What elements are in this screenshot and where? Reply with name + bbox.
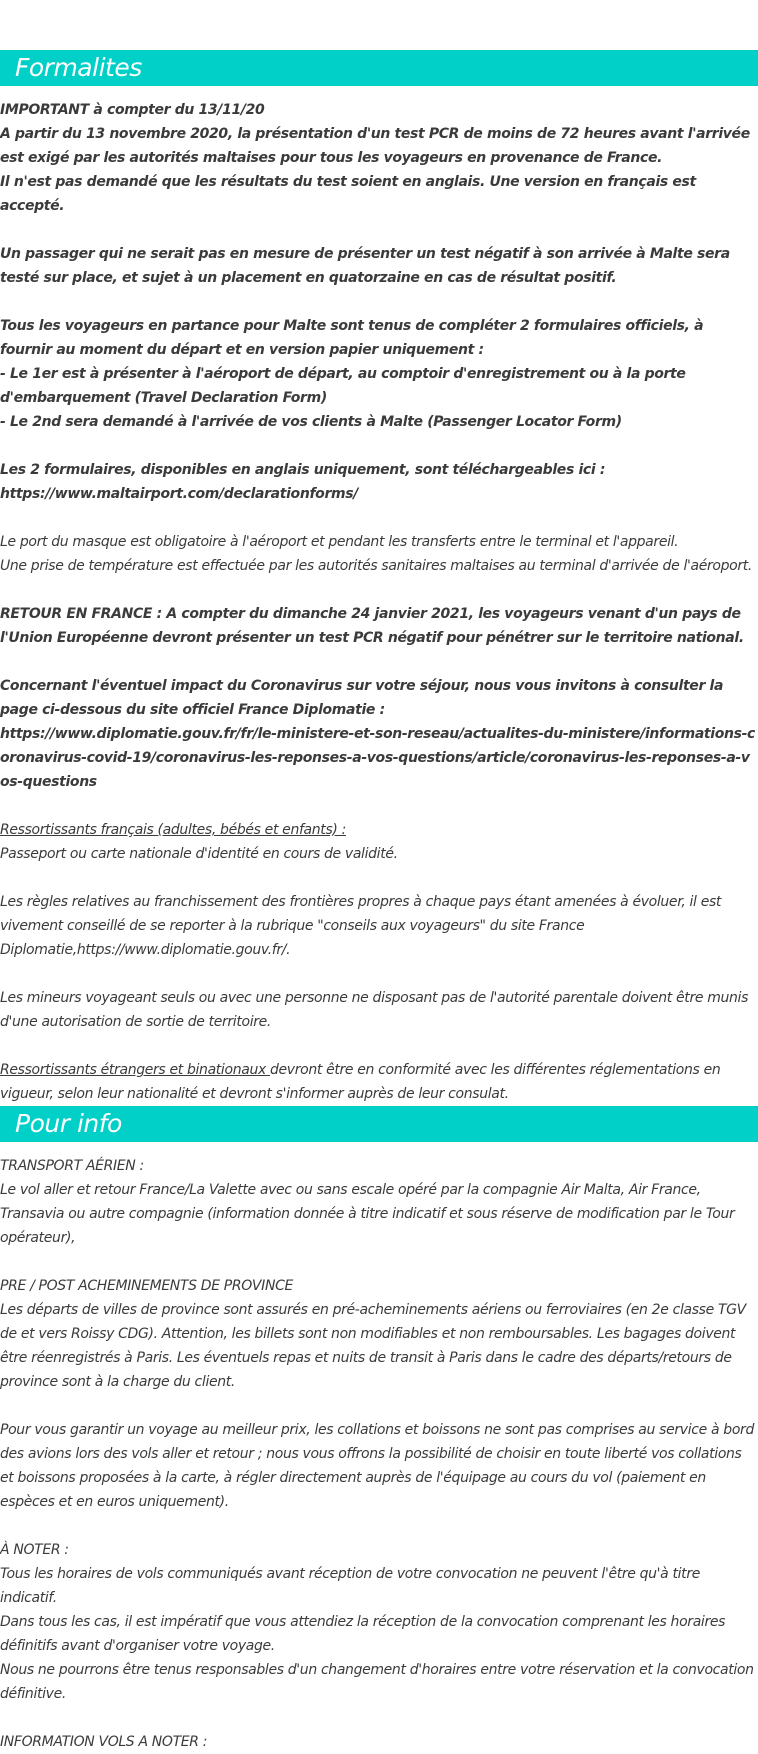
- section-header-pour-info: [0, 1106, 758, 1142]
- pour-info-body: [0, 1154, 758, 1754]
- mask-paragraph: Le port du masque est obligatoire à l'aéroport et pendant les transferts entre le terminal et l'appareil.: [0, 534, 679, 550]
- province-heading: PRE / POST ACHEMINEMENTS DE PROVINCE: [0, 1278, 293, 1294]
- negative-test-paragraph: Un passager qui ne serait pas en mesure de présenter un test négatif à son arrivée à Malte sera testé sur place, et sujet à un placement en quatorzaine en cas de résultat positif.: [0, 246, 730, 286]
- coronavirus-paragraph: Concernant l'éventuel impact du Coronavirus sur votre séjour, nous vous invitons à consulter la page ci-dessous du site officiel France Diplomatie :: [0, 678, 724, 718]
- noter-line-3: Nous ne pourrons être tenus responsables d'un changement d'horaires entre votre réservation et la convocation définitive.: [0, 1662, 754, 1702]
- download-paragraph: Les 2 formulaires, disponibles en anglais uniquement, sont téléchargeables ici :: [0, 462, 606, 478]
- form1-item: - Le 1er est à présenter à l'aéroport de départ, au comptoir d'enregistrement ou à la porte d'embarquement (Travel Declaration Form): [0, 366, 686, 406]
- foreign-nationals-text: devront être en conformité avec les différentes réglementations en vigueur, selon leur nationalité et devront s'informer auprès de leur consulat.: [0, 1062, 721, 1102]
- noter-line-2: Dans tous les cas, il est impératif que vous attendiez la réception de la convocation comprenant les horaires définitifs avant d'organiser votre voyage.: [0, 1614, 726, 1654]
- formalites-title: Formalites: [15, 53, 142, 82]
- pcr-paragraph: A partir du 13 novembre 2020, la présentation d'un test PCR de moins de 72 heures avant l'arrivée est exigé par les autorités maltaises pour tous les voyageurs en provenance de France.: [0, 126, 750, 166]
- temperature-paragraph: Une prise de température est effectuée par les autorités sanitaires maltaises au terminal d'arrivée de l'aéroport.: [0, 558, 752, 574]
- section-header-formalites: [0, 50, 758, 86]
- french-nationals-label: Ressortissants français (adultes, bébés et enfants) :: [0, 822, 346, 838]
- price-paragraph: Pour vous garantir un voyage au meilleur prix, les collations et boissons ne sont pas comprises au service à bord des avions lors des vols aller et retour ; nous vous offrons la possibilité de choisir en toute liberté vos collations et boissons proposées à la carte, à régler directement auprès de l'équipage au cours du vol (paiement en espèces et en euros uniquement).: [0, 1422, 754, 1510]
- foreign-nationals-paragraph: [0, 1058, 758, 1106]
- retour-paragraph: RETOUR EN FRANCE : A compter du dimanche 24 janvier 2021, les voyageurs venant d'un pays de l'Union Européenne devront présenter un test PCR négatif pour pénétrer sur le territoire national.: [0, 606, 744, 646]
- forms-paragraph: Tous les voyageurs en partance pour Malte sont tenus de compléter 2 formulaires officiels, à fournir au moment du départ et en version papier uniquement :: [0, 318, 704, 358]
- foreign-nationals-label: Ressortissants étrangers et binationaux: [0, 1062, 270, 1078]
- coronavirus-link[interactable]: https://www.diplomatie.gouv.fr/fr/le-ministere-et-son-reseau/actualites-du-ministere/informations-coronavirus-covid-19/coronavirus-les-reponses-a-vos-questions/article/coronavirus-les-reponses-a-vos-questions: [0, 726, 755, 790]
- french-nationals-text: Passeport ou carte nationale d'identité en cours de validité.: [0, 846, 398, 862]
- minors-paragraph: Les mineurs voyageant seuls ou avec une personne ne disposant pas de l'autorité parentale doivent être munis d'une autorisation de sortie de territoire.: [0, 990, 749, 1030]
- rules-paragraph: Les règles relatives au franchissement des frontières propres à chaque pays étant amenées à évoluer, il est vivement conseillé de se reporter à la rubrique "conseils aux voyageurs" du site France Diplomatie,https://www.diplomatie.gouv.fr/.: [0, 894, 722, 958]
- transport-text: Le vol aller et retour France/La Valette avec ou sans escale opéré par la compagnie Air Malta, Air France, Transavia ou autre compagnie (information donnée à titre indicatif et sous réserve de modification par le Tour opérateur),: [0, 1182, 735, 1246]
- noter-heading: À NOTER :: [0, 1542, 69, 1558]
- formalites-body: [0, 98, 758, 1106]
- vols-heading: INFORMATION VOLS A NOTER :: [0, 1734, 208, 1750]
- form2-item: - Le 2nd sera demandé à l'arrivée de vos clients à Malte (Passenger Locator Form): [0, 414, 622, 430]
- transport-heading: TRANSPORT AÉRIEN :: [0, 1158, 144, 1174]
- pour-info-title: Pour info: [15, 1109, 122, 1138]
- noter-line-1: Tous les horaires de vols communiqués avant réception de votre convocation ne peuvent l'être qu'à titre indicatif.: [0, 1566, 700, 1606]
- download-link[interactable]: https://www.maltairport.com/declarationforms/: [0, 486, 358, 502]
- english-paragraph: Il n'est pas demandé que les résultats du test soient en anglais. Une version en français est accepté.: [0, 174, 696, 214]
- province-text: Les départs de villes de province sont assurés en pré-acheminements aériens ou ferroviaires (en 2e classe TGV de et vers Roissy CDG). Attention, les billets sont non modifiables et non remboursables. Les bagages doivent être réenregistrés à Paris. Les éventuels repas et nuits de transit à Paris dans le cadre des départs/retours de province sont à la charge du client.: [0, 1302, 746, 1390]
- important-heading: IMPORTANT à compter du 13/11/20: [0, 102, 265, 118]
